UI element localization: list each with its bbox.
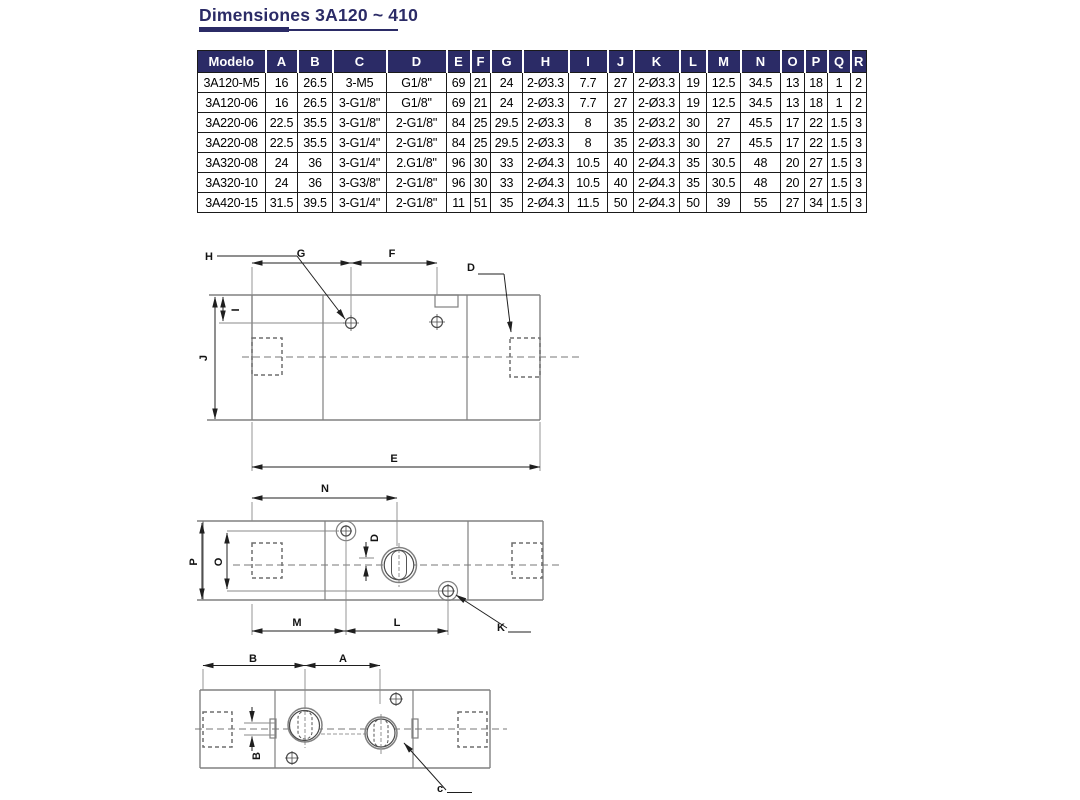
col-header-g: G [491, 51, 523, 73]
leader-d [504, 274, 511, 332]
value-cell: 27 [805, 173, 828, 193]
value-cell: 35 [680, 153, 707, 173]
value-cell: 2-Ø3.3 [523, 93, 569, 113]
value-cell: 48 [741, 173, 781, 193]
value-cell: 2-Ø4.3 [634, 193, 680, 213]
value-cell: 34 [805, 193, 828, 213]
value-cell: 35 [608, 113, 634, 133]
value-cell: 1 [828, 93, 851, 113]
table-row [198, 133, 867, 153]
value-cell: 24 [266, 153, 298, 173]
value-cell: 3-G1/4" [333, 193, 387, 213]
dim-label-e: E [390, 453, 398, 465]
page-title: Dimensiones 3A120 ~ 410 [199, 5, 419, 25]
value-cell: 84 [447, 113, 471, 133]
value-cell: 2-Ø4.3 [634, 153, 680, 173]
value-cell: 1 [828, 73, 851, 93]
value-cell: 40 [608, 153, 634, 173]
model-cell: 3A420-15 [198, 193, 266, 213]
value-cell: 2-Ø3.3 [523, 133, 569, 153]
value-cell: 3-G3/8" [333, 173, 387, 193]
value-cell: 7.7 [569, 73, 608, 93]
dim-label-h: H [205, 251, 213, 263]
value-cell: 2 [851, 73, 867, 93]
top-view-diagram [185, 478, 585, 653]
value-cell: G1/8" [387, 93, 447, 113]
value-cell: 22 [805, 113, 828, 133]
value-cell: 13 [781, 93, 805, 113]
table-row [198, 93, 867, 113]
port-circle-1 [288, 705, 322, 748]
col-header-p: P [805, 51, 828, 73]
value-cell: 45.5 [741, 113, 781, 133]
col-header-q: Q [828, 51, 851, 73]
value-cell: 50 [680, 193, 707, 213]
col-header-j: J [608, 51, 634, 73]
dim-label-f: F [388, 248, 396, 260]
value-cell: 1.5 [828, 133, 851, 153]
value-cell: 1.5 [828, 173, 851, 193]
title-underline-thick [199, 27, 289, 32]
value-cell: 2-Ø3.3 [634, 93, 680, 113]
dim-label-d2: D [369, 534, 381, 542]
value-cell: 2.G1/8" [387, 153, 447, 173]
header-row [198, 51, 867, 73]
value-cell: 2-Ø4.3 [634, 173, 680, 193]
value-cell: 25 [471, 133, 491, 153]
col-header-m: M [707, 51, 741, 73]
bottom-view-diagram [185, 655, 585, 800]
value-cell: 17 [781, 113, 805, 133]
col-header-o: O [781, 51, 805, 73]
dim-label-o: O [213, 557, 225, 567]
value-cell: 22.5 [266, 133, 298, 153]
value-cell: G1/8" [387, 73, 447, 93]
extension-lines [227, 502, 448, 635]
value-cell: 2-Ø4.3 [523, 153, 569, 173]
col-header-h: H [523, 51, 569, 73]
dim-label-a: A [339, 653, 347, 665]
value-cell: 3-G1/8" [333, 113, 387, 133]
model-cell: 3A320-10 [198, 173, 266, 193]
value-cell: 8 [569, 113, 608, 133]
value-cell: 27 [608, 73, 634, 93]
value-cell: 3-G1/4" [333, 153, 387, 173]
dim-label-m: M [292, 617, 302, 629]
value-cell: 50 [608, 193, 634, 213]
value-cell: 21 [471, 93, 491, 113]
value-cell: 3 [851, 153, 867, 173]
value-cell: 19 [680, 73, 707, 93]
value-cell: 69 [447, 93, 471, 113]
table-row [198, 73, 867, 93]
value-cell: 84 [447, 133, 471, 153]
dimension-lines [215, 256, 540, 467]
value-cell: 2-G1/8" [387, 173, 447, 193]
model-cell: 3A320-08 [198, 153, 266, 173]
value-cell: 2-G1/8" [387, 193, 447, 213]
value-cell: 40 [608, 173, 634, 193]
value-cell: 26.5 [298, 73, 333, 93]
value-cell: 22.5 [266, 113, 298, 133]
dim-label-l: L [393, 617, 401, 629]
value-cell: 16 [266, 73, 298, 93]
dim-label-b-side: B [251, 752, 263, 760]
col-header-n: N [741, 51, 781, 73]
value-cell: 3-M5 [333, 73, 387, 93]
value-cell: 35 [491, 193, 523, 213]
value-cell: 3 [851, 133, 867, 153]
value-cell: 13 [781, 73, 805, 93]
value-cell: 1.5 [828, 113, 851, 133]
value-cell: 21 [471, 73, 491, 93]
model-cell: 3A220-08 [198, 133, 266, 153]
value-cell: 3-G1/8" [333, 93, 387, 113]
value-cell: 20 [781, 173, 805, 193]
col-header-e: E [447, 51, 471, 73]
value-cell: 45.5 [741, 133, 781, 153]
value-cell: 2-Ø3.3 [523, 113, 569, 133]
value-cell: 2-Ø3.3 [634, 133, 680, 153]
port-circle [382, 543, 417, 587]
table-row [198, 193, 867, 213]
dim-label-j: J [198, 354, 210, 362]
value-cell: 35.5 [298, 113, 333, 133]
value-cell: 27 [707, 113, 741, 133]
value-cell: 34.5 [741, 93, 781, 113]
value-cell: 35 [680, 173, 707, 193]
value-cell: 30.5 [707, 173, 741, 193]
value-cell: 36 [298, 173, 333, 193]
value-cell: 22 [805, 133, 828, 153]
value-cell: 24 [491, 93, 523, 113]
table-body [198, 73, 867, 213]
dim-label-d: D [467, 262, 475, 274]
col-header-l: L [680, 51, 707, 73]
col-header-i: I [569, 51, 608, 73]
col-header-modelo: Modelo [198, 51, 266, 73]
col-header-b: B [298, 51, 333, 73]
value-cell: 12.5 [707, 93, 741, 113]
value-cell: 69 [447, 73, 471, 93]
leader-h [297, 256, 345, 319]
value-cell: 3 [851, 173, 867, 193]
value-cell: 35.5 [298, 133, 333, 153]
col-header-k: K [634, 51, 680, 73]
dim-label-p: P [188, 558, 200, 566]
value-cell: 27 [707, 133, 741, 153]
value-cell: 25 [471, 113, 491, 133]
value-cell: 27 [608, 93, 634, 113]
model-cell: 3A120-06 [198, 93, 266, 113]
value-cell: 39.5 [298, 193, 333, 213]
value-cell: 8 [569, 133, 608, 153]
col-header-c: C [333, 51, 387, 73]
value-cell: 3 [851, 113, 867, 133]
dim-label-b: B [249, 653, 257, 665]
table-head [198, 51, 867, 73]
table-row [198, 153, 867, 173]
col-header-f: F [471, 51, 491, 73]
value-cell: 19 [680, 93, 707, 113]
value-cell: 1.5 [828, 193, 851, 213]
dim-label-k: K [497, 622, 505, 634]
value-cell: 33 [491, 153, 523, 173]
value-cell: 27 [781, 193, 805, 213]
dim-label-i: I [230, 308, 242, 312]
table-row [198, 113, 867, 133]
value-cell: 10.5 [569, 173, 608, 193]
value-cell: 26.5 [298, 93, 333, 113]
value-cell: 35 [608, 133, 634, 153]
value-cell: 18 [805, 73, 828, 93]
value-cell: 17 [781, 133, 805, 153]
value-cell: 3-G1/4" [333, 133, 387, 153]
dimensions-table [197, 50, 867, 213]
value-cell: 24 [266, 173, 298, 193]
col-header-r: R [851, 51, 867, 73]
value-cell: 31.5 [266, 193, 298, 213]
value-cell: 29.5 [491, 113, 523, 133]
value-cell: 34.5 [741, 73, 781, 93]
value-cell: 2-Ø3.3 [634, 73, 680, 93]
mounting-holes [343, 314, 445, 331]
value-cell: 2-G1/8" [387, 113, 447, 133]
value-cell: 2-Ø3.3 [523, 73, 569, 93]
value-cell: 2-Ø4.3 [523, 193, 569, 213]
value-cell: 12.5 [707, 73, 741, 93]
value-cell: 39 [707, 193, 741, 213]
dim-label-c: c [436, 783, 444, 795]
table-row [198, 173, 867, 193]
value-cell: 30 [680, 133, 707, 153]
value-cell: 30 [471, 173, 491, 193]
value-cell: 29.5 [491, 133, 523, 153]
dim-label-n: N [321, 483, 329, 495]
value-cell: 30 [680, 113, 707, 133]
port-circle-2 [321, 714, 397, 754]
value-cell: 3 [851, 193, 867, 213]
side-view-diagram [195, 240, 590, 475]
value-cell: 11.5 [569, 193, 608, 213]
value-cell: 27 [805, 153, 828, 173]
dim-label-g: G [296, 248, 306, 260]
value-cell: 30 [471, 153, 491, 173]
value-cell: 36 [298, 153, 333, 173]
model-cell: 3A120-M5 [198, 73, 266, 93]
value-cell: 2-Ø3.2 [634, 113, 680, 133]
col-header-d: D [387, 51, 447, 73]
value-cell: 96 [447, 153, 471, 173]
value-cell: 51 [471, 193, 491, 213]
value-cell: 2-G1/8" [387, 133, 447, 153]
value-cell: 16 [266, 93, 298, 113]
body-outline [197, 521, 543, 601]
extension-lines [219, 267, 540, 471]
value-cell: 20 [781, 153, 805, 173]
value-cell: 24 [491, 73, 523, 93]
value-cell: 7.7 [569, 93, 608, 113]
value-cell: 33 [491, 173, 523, 193]
value-cell: 10.5 [569, 153, 608, 173]
value-cell: 2-Ø4.3 [523, 173, 569, 193]
model-cell: 3A220-06 [198, 113, 266, 133]
value-cell: 1.5 [828, 153, 851, 173]
value-cell: 96 [447, 173, 471, 193]
value-cell: 18 [805, 93, 828, 113]
value-cell: 2 [851, 93, 867, 113]
value-cell: 55 [741, 193, 781, 213]
col-header-a: A [266, 51, 298, 73]
value-cell: 11 [447, 193, 471, 213]
value-cell: 30.5 [707, 153, 741, 173]
value-cell: 48 [741, 153, 781, 173]
